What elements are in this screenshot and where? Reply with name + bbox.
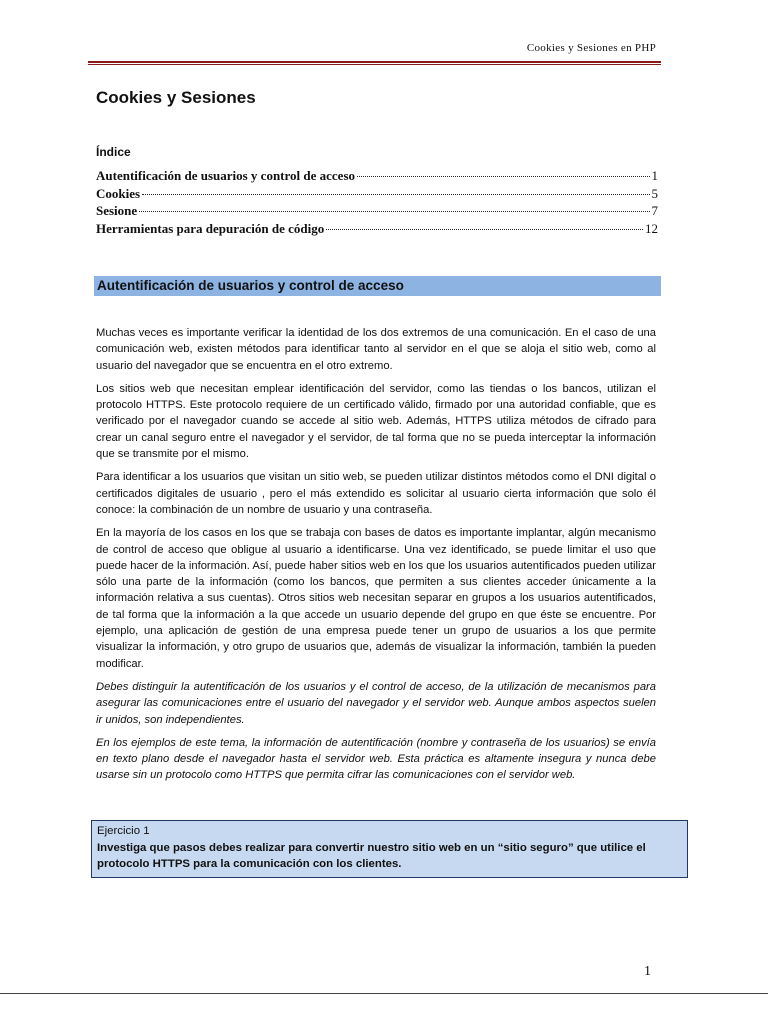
toc-leader-dots bbox=[326, 229, 643, 230]
toc-title: Índice bbox=[96, 145, 131, 159]
section-body bbox=[96, 325, 656, 791]
toc-entry-autentificacion[interactable] bbox=[96, 167, 658, 185]
toc-leader-dots bbox=[142, 194, 649, 195]
paragraph: Para identificar a los usuarios que visitan un sitio web, se pueden utilizar distintos métodos como el DNI digital o certificados digitales de usuario , pero el más extendido es solicitar al usuario cierta información que solo él conoce: la combinación de un nombre de usuario y una contraseña. bbox=[96, 471, 656, 516]
toc-entry-label: Autentificación de usuarios y control de acceso bbox=[96, 168, 356, 183]
exercise-title: Ejercicio 1 bbox=[97, 825, 150, 837]
toc-leader-dots bbox=[139, 211, 649, 212]
toc-entry-label: Cookies bbox=[96, 185, 141, 201]
toc-entry-page: 1 bbox=[651, 168, 658, 183]
running-header: Cookies y Sesiones en PHP bbox=[526, 42, 656, 54]
toc-entry-label: Herramientas para depuración de código bbox=[96, 220, 325, 236]
toc-leader-dots bbox=[357, 176, 649, 177]
italic-note: En los ejemplos de este tema, la información de autentificación (nombre y contraseña de los usuarios) se envía en texto plano desde el navegador hasta el servidor web. Esta práctica es altamente insegura y nunca debe usarse sin un protocolo como HTTPS que permita cifrar las comunicaciones con el servidor web. bbox=[96, 736, 656, 782]
toc-entry-page: 5 bbox=[651, 185, 658, 201]
italic-note: Debes distinguir la autentificación de los usuarios y el control de acceso, de la utilización de mecanismos para asegurar las comunicaciones entre el usuario del navegador y el servidor web. Aunque ambos aspectos suelen ir unidos, son independientes. bbox=[96, 680, 656, 726]
footer-rule bbox=[0, 993, 768, 994]
document-title: Cookies y Sesiones bbox=[96, 88, 256, 107]
paragraph: Muchas veces es importante verificar la identidad de los dos extremos de una comunicación. En el caso de una comunicación web, existen métodos para identificar tanto al servidor en el que se aloja el sitio web, como al usuario del navegador que se encuentra en el otro extremo. bbox=[96, 327, 656, 372]
paragraph: Los sitios web que necesitan emplear identificación del servidor, como las tiendas o los bancos, utilizan el protocolo HTTPS. Este protocolo requiere de un certificado válido, firmado por una autoridad confiable, que es verificado por el navegador cuando se accede al sitio web. Además, HTTPS utiliza métodos de cifrado para crear un canal seguro entre el navegador y el servidor, de tal forma que no se pueda interceptar la información que se transmite por el mismo. bbox=[96, 382, 656, 461]
paragraph: En la mayoría de los casos en los que se trabaja con bases de datos es importante implantar, algún mecanismo de control de acceso que obligue al usuario a identificarse. Una vez identificado, se puede limitar el uso que puede hacer de la información. Así, puede haber sitios web en los que los usuarios autentificados pueden utilizar sólo una parte de la información (como los bancos, que permiten a sus clientes acceder únicamente a la información relativa a sus cuentas). Otros sitios web necesitan separar en grupos a los usuarios autentificados, de tal forma que la información a la que accede un usuario depende del grupo en que éste se encuentre. Por ejemplo, una aplicación de gestión de una empresa puede tener un grupo de usuarios a los que permite visualizar la información, y otro grupo de usuarios que, además de visualizar la información, también la pueden modificar. bbox=[96, 527, 656, 670]
toc-entry-page: 12 bbox=[645, 220, 658, 236]
toc-entry-cookies[interactable] bbox=[96, 185, 658, 203]
header-rule-thin bbox=[88, 64, 661, 65]
toc-entry-label: Sesione bbox=[96, 203, 138, 218]
toc-entry-herramientas[interactable] bbox=[96, 220, 658, 238]
exercise-box bbox=[91, 820, 688, 878]
header-rule bbox=[88, 61, 661, 63]
exercise-text: Investiga que pasos debes realizar para convertir nuestro sitio web en un “sitio seguro” que utilice el protocolo HTTPS para la comunicación con los clientes. bbox=[97, 841, 646, 870]
toc-entry-sesiones[interactable] bbox=[96, 202, 658, 220]
section-heading: Autentificación de usuarios y control de acceso bbox=[94, 276, 661, 296]
page-number: 1 bbox=[644, 964, 651, 979]
table-of-contents bbox=[96, 167, 658, 237]
toc-entry-page: 7 bbox=[651, 203, 658, 218]
